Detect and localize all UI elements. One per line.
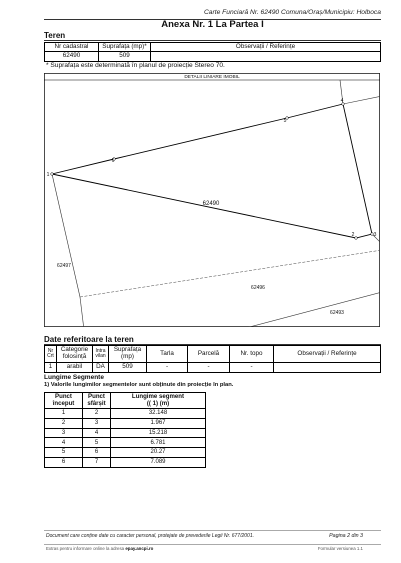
plan-drawing (44, 73, 380, 327)
land-data-section-title: Date referitoare la teren (44, 335, 134, 344)
table-header-row (45, 43, 381, 52)
cell-end: 6 (83, 448, 111, 458)
table-row (45, 438, 206, 448)
cell-nr-topo: - (230, 363, 274, 373)
col-intravilan: Intra vilan (93, 346, 109, 363)
col-length-label: Lungime segment (131, 393, 185, 401)
cell-end: 4 (83, 428, 111, 438)
table-row (45, 418, 206, 428)
cell-end: 7 (83, 457, 111, 467)
cell-parcela: - (188, 363, 230, 373)
col-end-point (83, 393, 111, 409)
col-end-point-label: Punct sfârșit (87, 393, 106, 407)
cell-suprafata: 509 (109, 363, 147, 373)
cell-observatii (151, 52, 381, 62)
form-version: Formular versiunea 1.1 (317, 546, 363, 551)
cell-nr-cadastral: 62490 (45, 52, 99, 62)
annex-title: Anexa Nr. 1 La Partea I (161, 19, 264, 30)
teren-divider (44, 40, 381, 41)
cell-observatii (274, 363, 381, 373)
footer-divider (44, 530, 381, 531)
col-tarla: Tarla (147, 346, 188, 363)
table-row (45, 363, 381, 373)
cell-length: 6.781 (111, 438, 206, 448)
cell-end: 2 (83, 409, 111, 419)
privacy-disclaimer: Document care conține date cu caracter personal, protejate de prevederile Legii Nr. 677/2001. (46, 533, 254, 539)
cell-intravilan: DA (93, 363, 109, 373)
table-row (45, 52, 381, 62)
cell-nr-crt: 1 (45, 363, 57, 373)
table-row (45, 457, 206, 467)
extract-note (46, 546, 153, 551)
vertex-label-3: 3 (373, 232, 377, 238)
cell-suprafata: 509 (99, 52, 151, 62)
col-suprafata: Suprafața (mp) (109, 346, 147, 363)
col-nr-crt: Nr Crt (45, 346, 57, 363)
cell-start: 4 (45, 438, 83, 448)
vertex-marker (51, 173, 54, 176)
plan-frame (44, 73, 379, 326)
cell-categorie: arabil (57, 363, 93, 373)
land-data-table (44, 345, 381, 373)
cell-start: 5 (45, 448, 83, 458)
col-suprafata: Suprafața (mp)* (99, 43, 151, 52)
table-row (45, 428, 206, 438)
table-header-row (45, 346, 381, 363)
segments-table (44, 392, 206, 468)
col-nr-cadastral: Nr cadastral (45, 43, 99, 52)
vertex-label-4: 4 (340, 98, 344, 104)
col-nr-topo: Nr. topo (230, 346, 274, 363)
col-length (111, 393, 206, 409)
vertex-label-2: 2 (351, 232, 355, 238)
vertex-label-6: 6 (111, 158, 115, 164)
table-row (45, 409, 206, 419)
cell-end: 3 (83, 418, 111, 428)
cell-length: 15.218 (111, 428, 206, 438)
cell-length: 1.967 (111, 418, 206, 428)
col-observatii: Observații / Referințe (151, 43, 381, 52)
surface-footnote: * Suprafața este determinată în planul de proiecție Stereo 70. (46, 62, 225, 69)
segments-note: 1) Valorile lungimilor segmentelor sunt obținute din proiecție în plan. (44, 382, 234, 388)
col-parcela: Parcelă (188, 346, 230, 363)
neighbor-label: 62493 (330, 310, 344, 316)
cell-length: 7.089 (111, 457, 206, 467)
table-row (45, 448, 206, 458)
page-number: Pagina 2 din 3 (329, 533, 363, 539)
extract-text: Extras pentru informare online la adresa (46, 546, 125, 551)
parcel-label: 62490 (202, 201, 220, 207)
plan-title: DETALII LINIARE IMOBIL (184, 75, 240, 81)
vertex-label-5: 5 (283, 118, 287, 124)
teren-section-title: Teren (44, 31, 66, 40)
col-length-unit: (( 1) (m) (146, 399, 170, 407)
cell-end: 5 (83, 438, 111, 448)
col-start-point (45, 393, 83, 409)
segments-title: Lungime Segmente (44, 374, 104, 381)
neighbor-label: 62496 (251, 285, 265, 291)
cell-start: 1 (45, 409, 83, 419)
cell-tarla: - (147, 363, 188, 373)
cell-length: 20.27 (111, 448, 206, 458)
table-header-row (45, 393, 206, 409)
cell-start: 6 (45, 457, 83, 467)
carte-funciara-header: Carte Funciară Nr. 62490 Comuna/Oraș/Municipiu: Holboca (203, 9, 381, 16)
cell-start: 2 (45, 418, 83, 428)
cell-start: 3 (45, 428, 83, 438)
col-start-point-label: Punct început (52, 393, 75, 407)
cell-length: 32.148 (111, 409, 206, 419)
teren-table (44, 42, 381, 62)
col-categorie: Categorie folosință (57, 346, 93, 363)
neighbor-label: 62497 (57, 263, 71, 269)
vertex-label-1: 1 (46, 172, 50, 178)
bottom-divider (44, 544, 381, 545)
extract-site: epay.ancpi.ro (125, 546, 154, 551)
col-observatii: Observații / Referințe (274, 346, 381, 363)
vertex-marker (355, 237, 358, 240)
